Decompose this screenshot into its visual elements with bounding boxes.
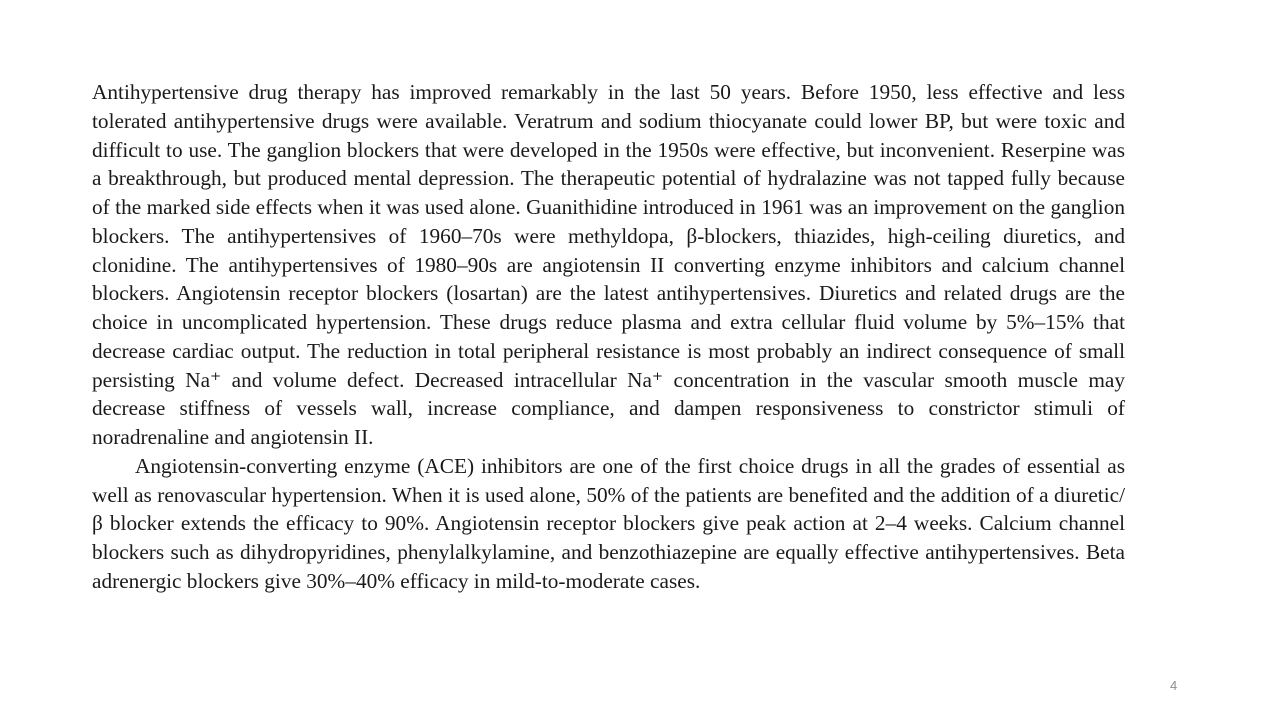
body-text (92, 78, 1125, 596)
page-number: 4 (1170, 678, 1178, 693)
paragraph-ace-inhibitors: Angiotensin-converting enzyme (ACE) inhibitors are one of the first choice drugs in all the grades of essential as well as renovascular hypertension. When it is used alone, 50% of the patients are benefited and the addition of a diuretic/β blocker extends the efficacy to 90%. Angiotensin receptor blockers give peak action at 2–4 weeks. Calcium channel blockers such as dihydropyridines, phenylalkylamine, and benzothiazepine are equally effective antihypertensives. Beta adrenergic blockers give 30%–40% efficacy in mild-to-moderate cases. (92, 453, 1125, 593)
paragraph-antihypertensive-history: Antihypertensive drug therapy has improved remarkably in the last 50 years. Before 1950, less effective and less tolerated antihypertensive drugs were available. Veratrum and sodium thiocyanate could lower BP, but were toxic and difficult to use. The ganglion blockers that were developed in the 1950s were effective, but inconvenient. Reserpine was a breakthrough, but produced mental depression. The therapeutic potential of hydralazine was not tapped fully because of the marked side effects when it was used alone. Guanithidine introduced in 1961 was an improvement on the ganglion blockers. The antihypertensives of 1960–70s were methyldopa, β-blockers, thiazides, high-ceiling diuretics, and clonidine. The antihypertensives of 1980–90s are angiotensin II converting enzyme inhibitors and calcium channel blockers. Angiotensin receptor blockers (losartan) are the latest antihypertensives. Diuretics and related drugs are the choice in uncomplicated hypertension. These drugs reduce plasma and extra cellular fluid volume by 5%–15% that decrease cardiac output. The reduction in total peripheral resistance is most probably an indirect consequence of small persisting Na⁺ and volume defect. Decreased intracellular Na⁺ concentration in the vascular smooth muscle may decrease stiffness of vessels wall, increase compliance, and dampen responsiveness to constrictor stimuli of noradrenaline and angiotensin II. (92, 80, 1125, 449)
